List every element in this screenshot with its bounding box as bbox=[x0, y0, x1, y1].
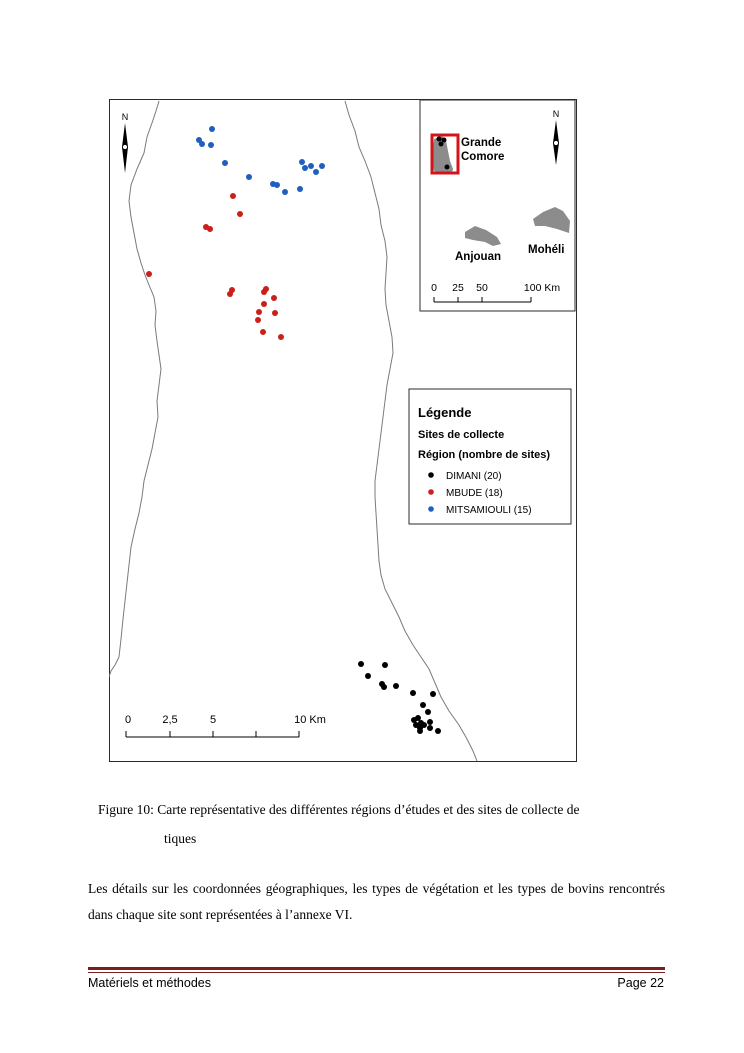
footer-section-title: Matériels et méthodes bbox=[88, 976, 211, 990]
site-marker bbox=[313, 169, 319, 175]
site-marker bbox=[417, 728, 423, 734]
site-marker bbox=[229, 287, 235, 293]
site-marker bbox=[297, 186, 303, 192]
inset-north-hub bbox=[554, 141, 559, 146]
legend-dot-mitsamiouli bbox=[428, 506, 434, 512]
legend-subtitle-sites: Sites de collecte bbox=[418, 429, 505, 441]
north-arrow-hub bbox=[123, 145, 128, 150]
body-paragraph: Les détails sur les coordonnées géographiques, les types de végétation et les types de bovins rencontrés dans chaque site sont représentées à l’annexe VI. bbox=[88, 881, 665, 922]
legend-label-dimani: DIMANI (20) bbox=[446, 471, 502, 482]
site-marker bbox=[410, 690, 416, 696]
site-marker bbox=[425, 709, 431, 715]
legend-dot-mbude bbox=[428, 489, 434, 495]
coastline-west bbox=[109, 101, 161, 677]
footer-rule-thick bbox=[88, 967, 665, 970]
north-arrow-label: N bbox=[121, 112, 129, 122]
legend-title: Légende bbox=[418, 405, 472, 420]
inset-site-marker bbox=[437, 137, 442, 142]
inset-site-marker bbox=[442, 138, 447, 143]
site-marker bbox=[237, 211, 243, 217]
site-marker bbox=[427, 725, 433, 731]
map-legend bbox=[409, 389, 571, 524]
site-marker bbox=[272, 310, 278, 316]
site-marker bbox=[319, 163, 325, 169]
site-marker bbox=[393, 683, 399, 689]
inset-site-marker bbox=[439, 142, 444, 147]
scale-tick-5: 5 bbox=[209, 714, 217, 726]
scale-bar bbox=[125, 714, 326, 737]
site-marker bbox=[299, 159, 305, 165]
site-marker bbox=[207, 226, 213, 232]
footer-rule-thin bbox=[88, 972, 665, 973]
caption-line-1: Figure 10: Carte représentative des différentes régions d’études et des sites de collecte de bbox=[98, 802, 580, 817]
inset-scale-tick-50: 50 bbox=[476, 282, 488, 294]
site-marker bbox=[230, 193, 236, 199]
north-arrow-needle-top bbox=[122, 123, 128, 147]
north-arrow-needle-bottom bbox=[122, 147, 128, 173]
figure-caption bbox=[98, 795, 658, 853]
site-marker bbox=[222, 160, 228, 166]
legend-label-mbude: MBUDE (18) bbox=[446, 488, 503, 499]
site-marker bbox=[246, 174, 252, 180]
site-marker bbox=[430, 691, 436, 697]
scale-tick-2-5: 2,5 bbox=[162, 714, 178, 726]
site-marker bbox=[381, 684, 387, 690]
legend-dot-dimani bbox=[428, 472, 434, 478]
footer-page-number: Page 22 bbox=[617, 976, 664, 990]
site-marker bbox=[308, 163, 314, 169]
inset-north-label: N bbox=[552, 109, 560, 119]
site-marker bbox=[282, 189, 288, 195]
inset-scale-tick-100: 100 Km bbox=[523, 282, 561, 294]
site-marker bbox=[274, 182, 280, 188]
site-marker bbox=[415, 715, 421, 721]
scale-tick-0: 0 bbox=[124, 714, 132, 726]
site-marker bbox=[209, 126, 215, 132]
sites-mitsamiouli bbox=[196, 126, 325, 195]
site-marker bbox=[278, 334, 284, 340]
inset-label-comore: Comore bbox=[461, 151, 505, 163]
inset-label-moheli: Mohéli bbox=[528, 244, 565, 256]
site-marker bbox=[263, 286, 269, 292]
sites-mbude bbox=[146, 193, 284, 340]
inset-label-anjouan: Anjouan bbox=[455, 251, 501, 263]
site-marker bbox=[255, 317, 261, 323]
inset-site-marker bbox=[445, 165, 450, 170]
caption-line-2: tiques bbox=[164, 831, 197, 846]
site-marker bbox=[199, 141, 205, 147]
scale-tick-10: 10 Km bbox=[294, 714, 326, 726]
site-marker bbox=[435, 728, 441, 734]
site-marker bbox=[427, 719, 433, 725]
site-marker bbox=[365, 673, 371, 679]
site-marker bbox=[358, 661, 364, 667]
site-marker bbox=[146, 271, 152, 277]
site-marker bbox=[256, 309, 262, 315]
inset-map bbox=[420, 100, 575, 311]
site-marker bbox=[260, 329, 266, 335]
north-arrow bbox=[122, 112, 129, 173]
site-marker bbox=[261, 301, 267, 307]
site-marker bbox=[382, 662, 388, 668]
inset-scale-tick-25: 25 bbox=[452, 282, 464, 294]
inset-label-grande: Grande bbox=[461, 137, 502, 149]
inset-scale-tick-0: 0 bbox=[431, 282, 437, 294]
study-area-map bbox=[109, 99, 577, 762]
legend-subtitle-region: Région (nombre de sites) bbox=[418, 449, 551, 461]
site-marker bbox=[420, 702, 426, 708]
legend-label-mitsamiouli: MITSAMIOULI (15) bbox=[446, 505, 532, 516]
site-marker bbox=[302, 165, 308, 171]
site-marker bbox=[208, 142, 214, 148]
site-marker bbox=[271, 295, 277, 301]
inset-frame bbox=[420, 100, 575, 311]
sites-dimani bbox=[358, 661, 441, 734]
